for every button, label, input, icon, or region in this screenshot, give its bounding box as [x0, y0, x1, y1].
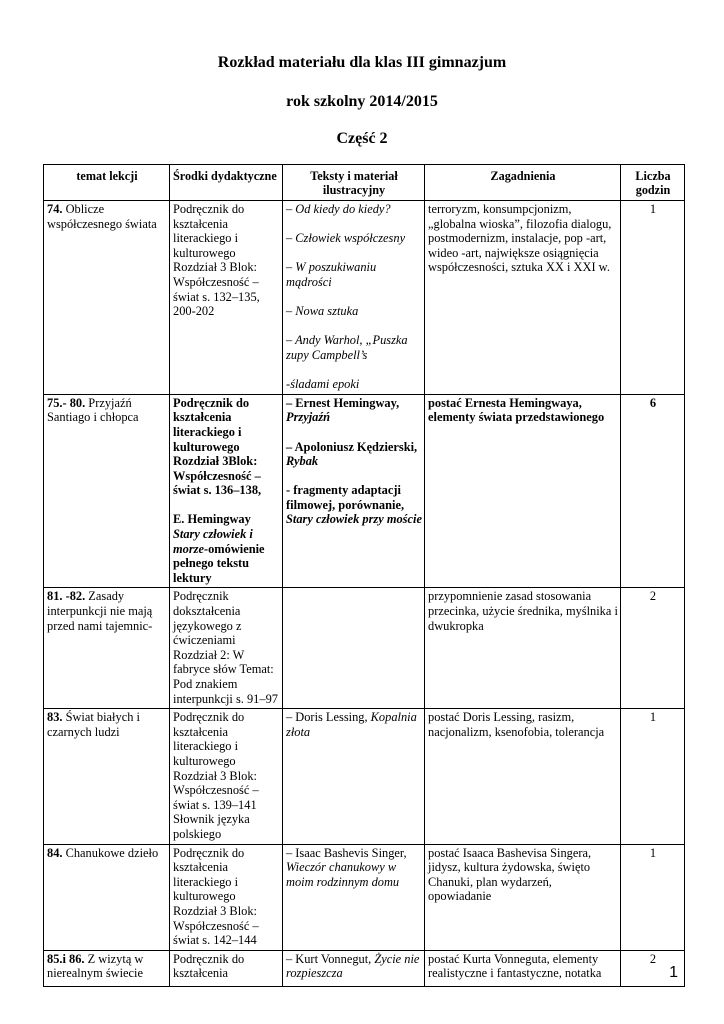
- school-year: rok szkolny 2014/2015: [286, 93, 438, 110]
- text-title: Rybak: [286, 454, 319, 469]
- text-author: - fragmenty adaptacji filmowej, porównanie,: [286, 483, 405, 512]
- lesson-number: 83.: [47, 710, 63, 725]
- teksty-cell: [283, 844, 425, 950]
- topic-cell: [44, 709, 170, 844]
- zagadnienia-cell: postać Kurta Vonneguta, elementy realistyczne i fantastyczne, notatka: [425, 950, 621, 986]
- lesson-topic: Przyjaźń Santiago i chłopca: [47, 395, 139, 425]
- zagadnienia-cell: postać Doris Lessing, rasizm, nacjonalizm, ksenofobia, tolerancja: [425, 709, 621, 844]
- lesson-topic: Zasady interpunkcji nie mają przed nami tajemnic-: [47, 589, 153, 633]
- table-row: [44, 394, 685, 588]
- lesson-topic: Oblicze współczesnego świata: [47, 202, 157, 231]
- lesson-number: 75.- 80.: [47, 395, 86, 410]
- zagadnienia-cell: postać Isaaca Bashevisa Singera, jidysz, kultura żydowska, święto Chanuki, plan wydarzeń, opowiadanie: [425, 844, 621, 950]
- zagadnienia-cell: przypomnienie zasad stosowania przecinka, użycie średnika, myślnika i dwukropka: [425, 588, 621, 709]
- text-title: Życie nie rozpieszcza: [286, 951, 420, 981]
- curriculum-table: [43, 164, 685, 987]
- lesson-topic: Z wizytą w nierealnym świecie: [47, 951, 144, 981]
- text-item: [286, 483, 422, 527]
- text-title: Kopalnia złota: [286, 710, 417, 739]
- text-title: Stary człowiek przy moście: [286, 512, 422, 527]
- lesson-number: 81. -82.: [47, 589, 86, 604]
- teksty-cell: [283, 588, 425, 709]
- teksty-cell: [283, 709, 425, 844]
- text-item: [286, 440, 422, 469]
- srodki-cell: Podręcznik do kształcenia literackiego i kulturowego Rozdział 3 Blok: Współczesność – świat s. 142–144: [170, 844, 283, 950]
- header-liczba: Liczba godzin: [621, 165, 685, 201]
- lesson-topic: Chanukowe dzieło: [62, 845, 159, 860]
- topic-cell: [44, 394, 170, 588]
- table-row: [44, 588, 685, 709]
- document-title: Rozkład materiału dla klas III gimnazjum: [217, 54, 507, 71]
- hours-cell: 2: [621, 950, 685, 986]
- srodki-cell: Podręcznik do kształcenia: [170, 950, 283, 986]
- teksty-cell: [283, 950, 425, 986]
- topic-cell: [44, 201, 170, 395]
- srodki-cell: [170, 394, 283, 588]
- hours-cell: 2: [621, 588, 685, 709]
- topic-cell: [44, 844, 170, 950]
- lecture-note: omówienie pełnego tekstu lektury: [173, 541, 265, 585]
- text-item: – W poszukiwaniu mądrości: [286, 260, 377, 289]
- author-name: E. Hemingway: [173, 512, 251, 527]
- srodki-cell: Podręcznik do kształcenia literackiego i kulturowego Rozdział 3 Blok: Współczesność – świat s. 139–141 Słownik języka polskiego: [170, 709, 283, 844]
- table-row: [44, 844, 685, 950]
- text-author: – Ernest Hemingway,: [286, 395, 400, 410]
- text-item: – Nowa sztuka: [286, 304, 359, 319]
- header-srodki: Środki dydaktyczne: [170, 165, 283, 201]
- srodki-cell: Podręcznik dokształcenia językowego z ćwiczeniami Rozdział 2: W fabryce słów Temat: Pod znakiem interpunkcji s. 91–97: [170, 588, 283, 709]
- lesson-number: 74.: [47, 202, 63, 216]
- part-label: Część 2: [336, 130, 388, 147]
- table-row: [44, 201, 685, 395]
- hours-cell: 1: [621, 844, 685, 950]
- table-row: [44, 950, 685, 986]
- hours-cell: 6: [621, 394, 685, 588]
- text-item: [286, 396, 422, 425]
- hours-cell: 1: [621, 201, 685, 395]
- text-author: – Kurt Vonnegut,: [286, 951, 375, 966]
- teksty-cell: [283, 201, 425, 395]
- text-item: – Od kiedy do kiedy?: [286, 202, 391, 216]
- topic-cell: [44, 588, 170, 709]
- page-number: 1: [669, 964, 678, 981]
- text-item: -śladami epoki: [286, 377, 360, 392]
- srodki-lecture: [173, 512, 280, 585]
- header-zagadnienia: Zagadnienia: [425, 165, 621, 201]
- hours-cell: 1: [621, 709, 685, 844]
- text-author: – Apoloniusz Kędzierski,: [286, 439, 418, 454]
- table-header-row: [44, 165, 685, 201]
- zagadnienia-cell: terroryzm, konsumpcjonizm, „globalna wioska”, filozofia dialogu, postmodernizm, instalacje, pop -art, wideo -art, największe osiągnięcia współczesności, sztuka XX i XXI w.: [425, 201, 621, 395]
- table-row: [44, 709, 685, 844]
- header-temat: temat lekcji: [44, 165, 170, 201]
- text-item: – Człowiek współczesny: [286, 231, 406, 246]
- topic-cell: [44, 950, 170, 986]
- srodki-cell: Podręcznik do kształcenia literackiego i kulturowego Rozdział 3 Blok: Współczesność – świat s. 132–135, 200-202: [170, 201, 283, 395]
- lesson-topic: Świat białych i czarnych ludzi: [47, 710, 140, 739]
- header-teksty: Teksty i materiał ilustracyjny: [283, 165, 425, 201]
- zagadnienia-cell: postać Ernesta Hemingwaya, elementy świata przedstawionego: [425, 394, 621, 588]
- text-author: – Doris Lessing,: [286, 710, 371, 725]
- text-item: – Andy Warhol, „Puszka zupy Campbell’s: [286, 333, 408, 362]
- text-title: Przyjaźń: [286, 410, 331, 425]
- lesson-number: 84.: [47, 845, 63, 860]
- text-author: – Isaac Bashevis Singer,: [286, 845, 407, 860]
- text-title: Wieczór chanukowy w moim rodzinnym domu: [286, 860, 400, 889]
- srodki-text: Podręcznik do kształcenia literackiego i kulturowego Rozdział 3Blok: Współczesność – świat s. 136–138,: [173, 395, 262, 498]
- teksty-cell: [283, 394, 425, 588]
- lesson-number: 85.i 86.: [47, 951, 85, 966]
- book-title: Stary człowiek i morze-: [173, 527, 253, 556]
